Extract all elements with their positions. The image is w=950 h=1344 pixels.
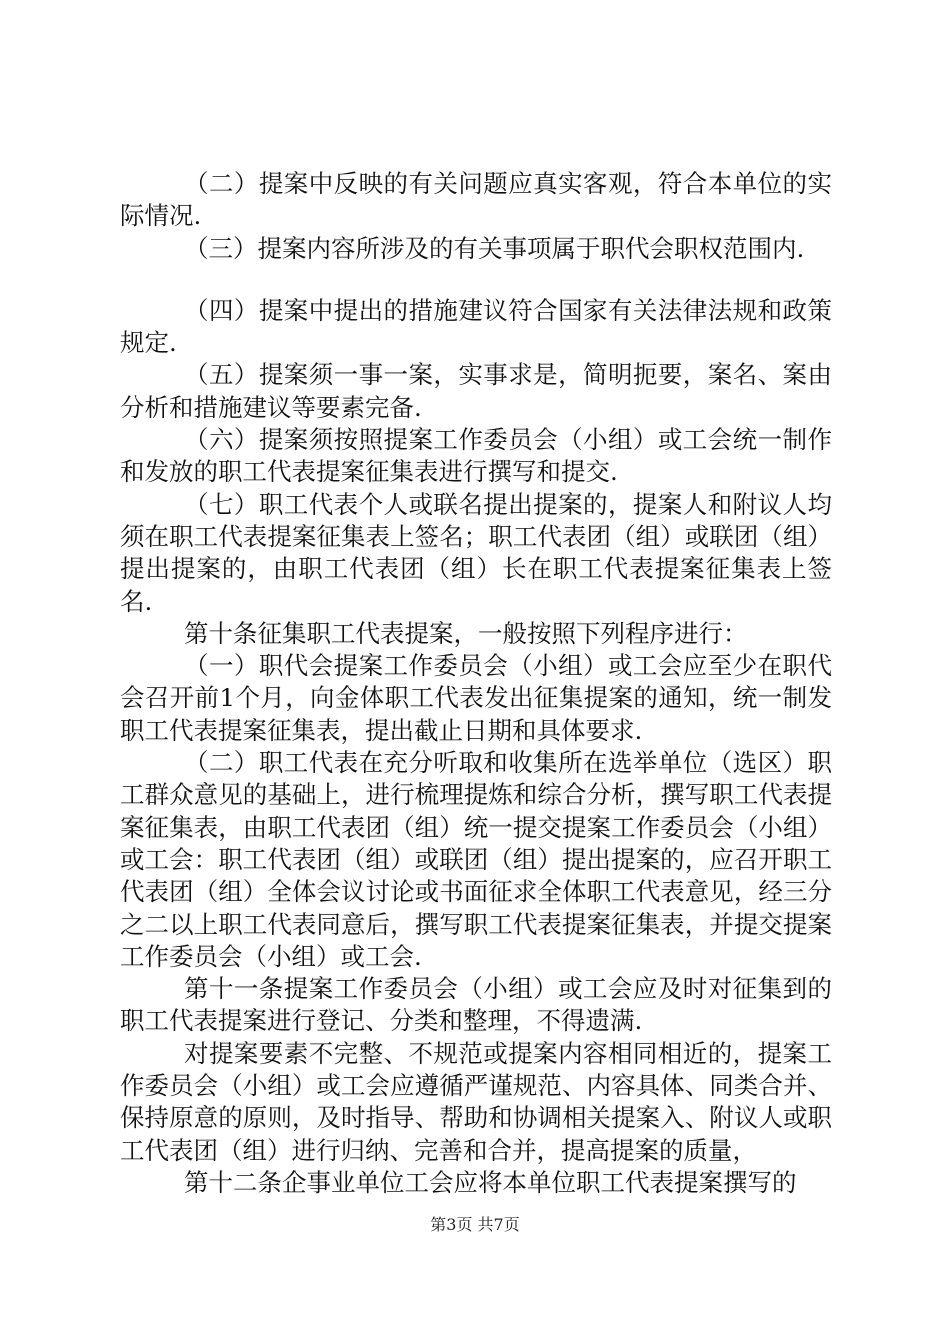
article-11: 第十一条提案工作委员会（小组）或工会应及时对征集到的职工代表提案进行登记、分类和整理，不得遗满. xyxy=(120,974,832,1036)
paragraph-item-4: （四）提案中提出的措施建议符合国家有关法律法规和政策规定. xyxy=(120,295,832,358)
paragraph-item-5: （五）提案须一事一案，实事求是，简明扼要，案名、案由分析和措施建议等要素完备. xyxy=(120,360,832,422)
document-body xyxy=(120,168,832,1199)
paragraph-item-3: （三）提案内容所涉及的有关事项属于职代会职权范围内. xyxy=(184,233,805,263)
paragraph-item-2: （二）提案中反映的有关问题应真实客观，符合本单位的实际情况. xyxy=(120,169,832,231)
article-10-item-1: （一）职代会提案工作委员会（小组）或工会应至少在职代会召开前1个月，向金体职工代表发出征集提案的通知，统一制发职工代表提案征集表，提出截止日期和具体要求. xyxy=(120,651,832,745)
article-10-heading: 第十条征集职工代表提案，一般按照下列程序进行： xyxy=(184,618,748,648)
article-11-detail: 对提案要素不完整、不规范或提案内容相同相近的，提案工作委员会（小组）或工会应遵循严谨规范、内容具体、同类合并、保持原意的原则，及时指导、帮助和协调相关提案入、附议人或职工代表团（组）进行归纳、完善和合并，提高提案的质量， xyxy=(120,1038,832,1165)
page-number-footer: 第3页 共7页 xyxy=(430,1215,520,1234)
paragraph-item-7: （七）职工代表个人或联名提出提案的，提案人和附议人均须在职工代表提案征集表上签名；职工代表团（组）或联团（组）提出提案的，由职工代表团（组）长在职工代表提案征集表上签名. xyxy=(120,489,832,616)
article-12: 第十二条企事业单位工会应将本单位职工代表提案撰写的 xyxy=(184,1167,797,1197)
article-10-item-2: （二）职工代表在充分听取和收集所在选举单位（选区）职工群众意见的基础上，进行梳理提炼和综合分析，撰写职工代表提案征集表，由职工代表团（组）统一提交提案工作委员会（小组）或工会：职工代表团（组）或联团（组）提出提案的，应召开职工代表团（组）全体会议讨论或书面征求全体职工代表意见，经三分之二以上职工代表同意后，撰写职工代表提案征集表，并提交提案工作委员会（小组）或工会. xyxy=(120,748,832,971)
paragraph-item-6: （六）提案须按照提案工作委员会（小组）或工会统一制作和发放的职工代表提案征集表进行撰写和提交. xyxy=(120,425,832,487)
